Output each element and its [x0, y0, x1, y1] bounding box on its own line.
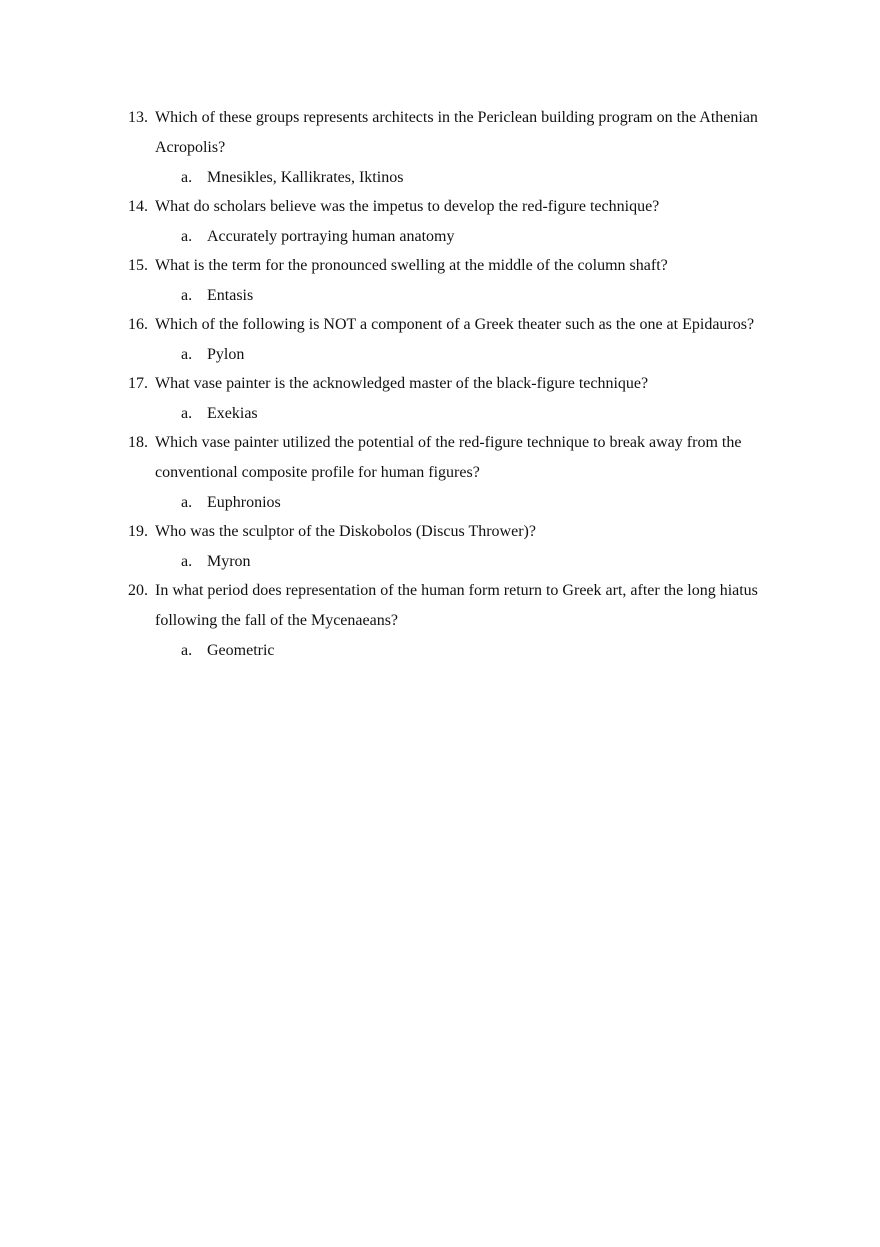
answer-line: [128, 163, 778, 192]
question-item: [128, 517, 778, 576]
answer-text: Mnesikles, Kallikrates, Iktinos: [207, 169, 404, 186]
answer-letter: a.: [181, 494, 193, 511]
answer-letter: a.: [181, 287, 193, 304]
question-text: What is the term for the pronounced swelling at the middle of the column shaft?: [155, 257, 668, 274]
question-number: 20.: [128, 582, 148, 599]
question-number: 14.: [128, 198, 148, 215]
answer-text: Pylon: [207, 346, 245, 363]
answer-text: Exekias: [207, 405, 258, 422]
question-line: [128, 192, 778, 222]
question-text: What do scholars believe was the impetus to develop the red-figure technique?: [155, 198, 660, 215]
question-number: 16.: [128, 316, 148, 333]
answer-line: [128, 399, 778, 428]
question-number: 15.: [128, 257, 148, 274]
question-line: [128, 103, 778, 163]
question-item: [128, 428, 778, 517]
answer-letter: a.: [181, 346, 193, 363]
answer-letter: a.: [181, 405, 193, 422]
answer-text: Geometric: [207, 642, 275, 659]
answer-text: Accurately portraying human anatomy: [207, 228, 455, 245]
question-item: [128, 576, 778, 665]
question-item: [128, 310, 778, 369]
answer-letter: a.: [181, 642, 193, 659]
answer-line: [128, 547, 778, 576]
answer-text: Entasis: [207, 287, 254, 304]
answer-line: [128, 636, 778, 665]
answer-line: [128, 340, 778, 369]
answer-letter: a.: [181, 553, 193, 570]
question-item: [128, 192, 778, 251]
question-text: Which vase painter utilized the potential of the red-figure technique to break away from the conventional composite profile for human figures?: [155, 434, 742, 481]
question-number: 13.: [128, 109, 148, 126]
question-number: 18.: [128, 434, 148, 451]
question-number: 19.: [128, 523, 148, 540]
question-line: [128, 576, 778, 636]
question-number: 17.: [128, 375, 148, 392]
question-text: Who was the sculptor of the Diskobolos (Discus Thrower)?: [155, 523, 536, 540]
answer-text: Euphronios: [207, 494, 281, 511]
question-line: [128, 251, 778, 281]
question-line: [128, 517, 778, 547]
answer-letter: a.: [181, 228, 193, 245]
question-list: [128, 103, 778, 665]
question-text: What vase painter is the acknowledged master of the black-figure technique?: [155, 375, 649, 392]
question-line: [128, 369, 778, 399]
answer-line: [128, 488, 778, 517]
question-text: Which of these groups represents architects in the Periclean building program on the Athenian Acropolis?: [155, 109, 758, 156]
question-line: [128, 310, 778, 340]
question-item: [128, 251, 778, 310]
question-text: Which of the following is NOT a component of a Greek theater such as the one at Epidauros?: [155, 316, 755, 333]
question-item: [128, 369, 778, 428]
question-line: [128, 428, 778, 488]
question-item: [128, 103, 778, 192]
answer-line: [128, 222, 778, 251]
answer-text: Myron: [207, 553, 251, 570]
answer-letter: a.: [181, 169, 193, 186]
answer-line: [128, 281, 778, 310]
question-text: In what period does representation of the human form return to Greek art, after the long hiatus following the fall of the Mycenaeans?: [155, 582, 758, 629]
